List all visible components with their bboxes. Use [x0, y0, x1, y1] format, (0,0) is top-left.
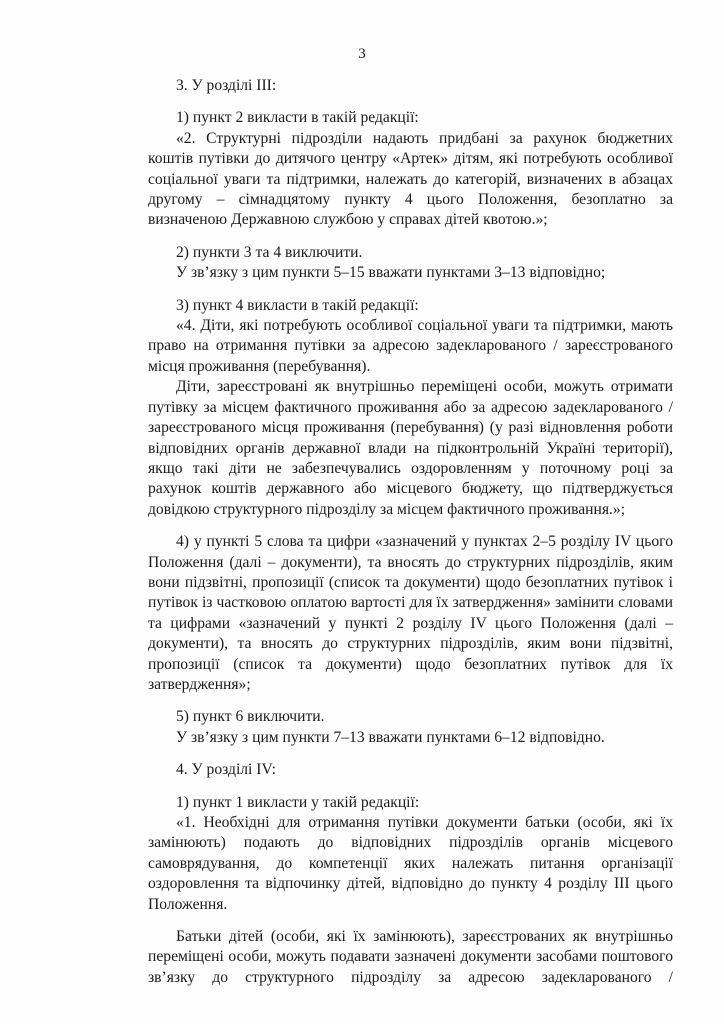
- paragraph: 4) у пункті 5 слова та цифри «зазначений у пунктах 2–5 розділу IV цього Положення (далі – документи), та вносять до структурних підрозділів, яким вони підзвітні, пропозиції (список та документи) щодо безоплатних путівок і путівок із частковою оплатою вартості для їх затвердження» замінити словами та цифрами «зазначений у пункті 2 розділу IV цього Положення (далі – документи), та вносять до структурних підрозділів, яким вони підзвітні, пропозиції (список та документи) щодо безоплатних путівок для їх затвердження»;: [148, 533, 673, 693]
- page-number: 3: [358, 46, 366, 62]
- paragraph-spacer: [148, 748, 673, 760]
- paragraph-spacer: [148, 915, 673, 927]
- paragraph: Батьки дітей (особи, які їх замінюють), зареєстрованих як внутрішньо переміщені особи, можуть подавати зазначені документи засобами поштового зв’язку до структурного підрозділу за адресою задекларованого /: [148, 928, 673, 986]
- paragraph-spacer: [148, 96, 673, 108]
- paragraph: У зв’язку з цим пункти 5–15 вважати пунктами 3–13 відповідно;: [176, 264, 606, 282]
- paragraph: «2. Структурні підрозділи надають придбані за рахунок бюджетних коштів путівки до дитячого центру «Артек» дітям, які потребують особливої соціальної уваги та підтримки, належать до категорій, визначених в абзацах другому – сімнадцятому пункту 4 цього Положення, безоплатно за визначеною Державною службою у справах дітей квотою.»;: [148, 129, 673, 229]
- paragraph: 4. У розділі IV:: [176, 761, 276, 779]
- paragraph: «4. Діти, які потребують особливої соціальної уваги та підтримки, мають право на отримання путівки за адресою задекларованого / зареєстрованого місця проживання (перебування).: [148, 317, 673, 375]
- paragraph: 1) пункт 2 викласти в такій редакції:: [176, 109, 419, 127]
- paragraph: 2) пункти 3 та 4 виключити.: [176, 243, 363, 261]
- paragraph: У зв’язку з цим пункти 7–13 вважати пунктами 6–12 відповідно.: [176, 728, 605, 746]
- paragraph: 3) пункт 4 викласти в такій редакції:: [176, 296, 419, 314]
- paragraph-spacer: [148, 781, 673, 793]
- paragraph-spacer: [148, 284, 673, 296]
- paragraph-spacer: [148, 231, 673, 243]
- paragraph: 1) пункт 1 викласти у такій редакції:: [176, 793, 420, 811]
- paragraph: 5) пункт 6 виключити.: [176, 708, 325, 726]
- document-body: [148, 76, 673, 988]
- paragraph-spacer: [148, 520, 673, 532]
- paragraph: 3. У розділі ІІІ:: [176, 77, 277, 94]
- paragraph-spacer: [148, 695, 673, 707]
- paragraph: Діти, зареєстровані як внутрішньо переміщені особи, можуть отримати путівку за місцем фактичного проживання або за адресою задекларованого / зареєстрованого місця проживання (перебування) (у разі відновлення роботи відповідних органів державної влади на підконтрольній Україні території), якщо такі діти не забезпечувались оздоровленням у поточному році за рахунок коштів державного або місцевого бюджету, що підтверджується довідкою структурного підрозділу за місцем фактичного проживання.»;: [148, 378, 673, 518]
- paragraph: «1. Необхідні для отримання путівки документи батьки (особи, які їх замінюють) подають до відповідних підрозділів органів місцевого самоврядування, до компетенції яких належать питання організації оздоровлення та відпочинку дітей, відповідно до пункту 4 розділу ІІІ цього Положення.: [148, 814, 673, 913]
